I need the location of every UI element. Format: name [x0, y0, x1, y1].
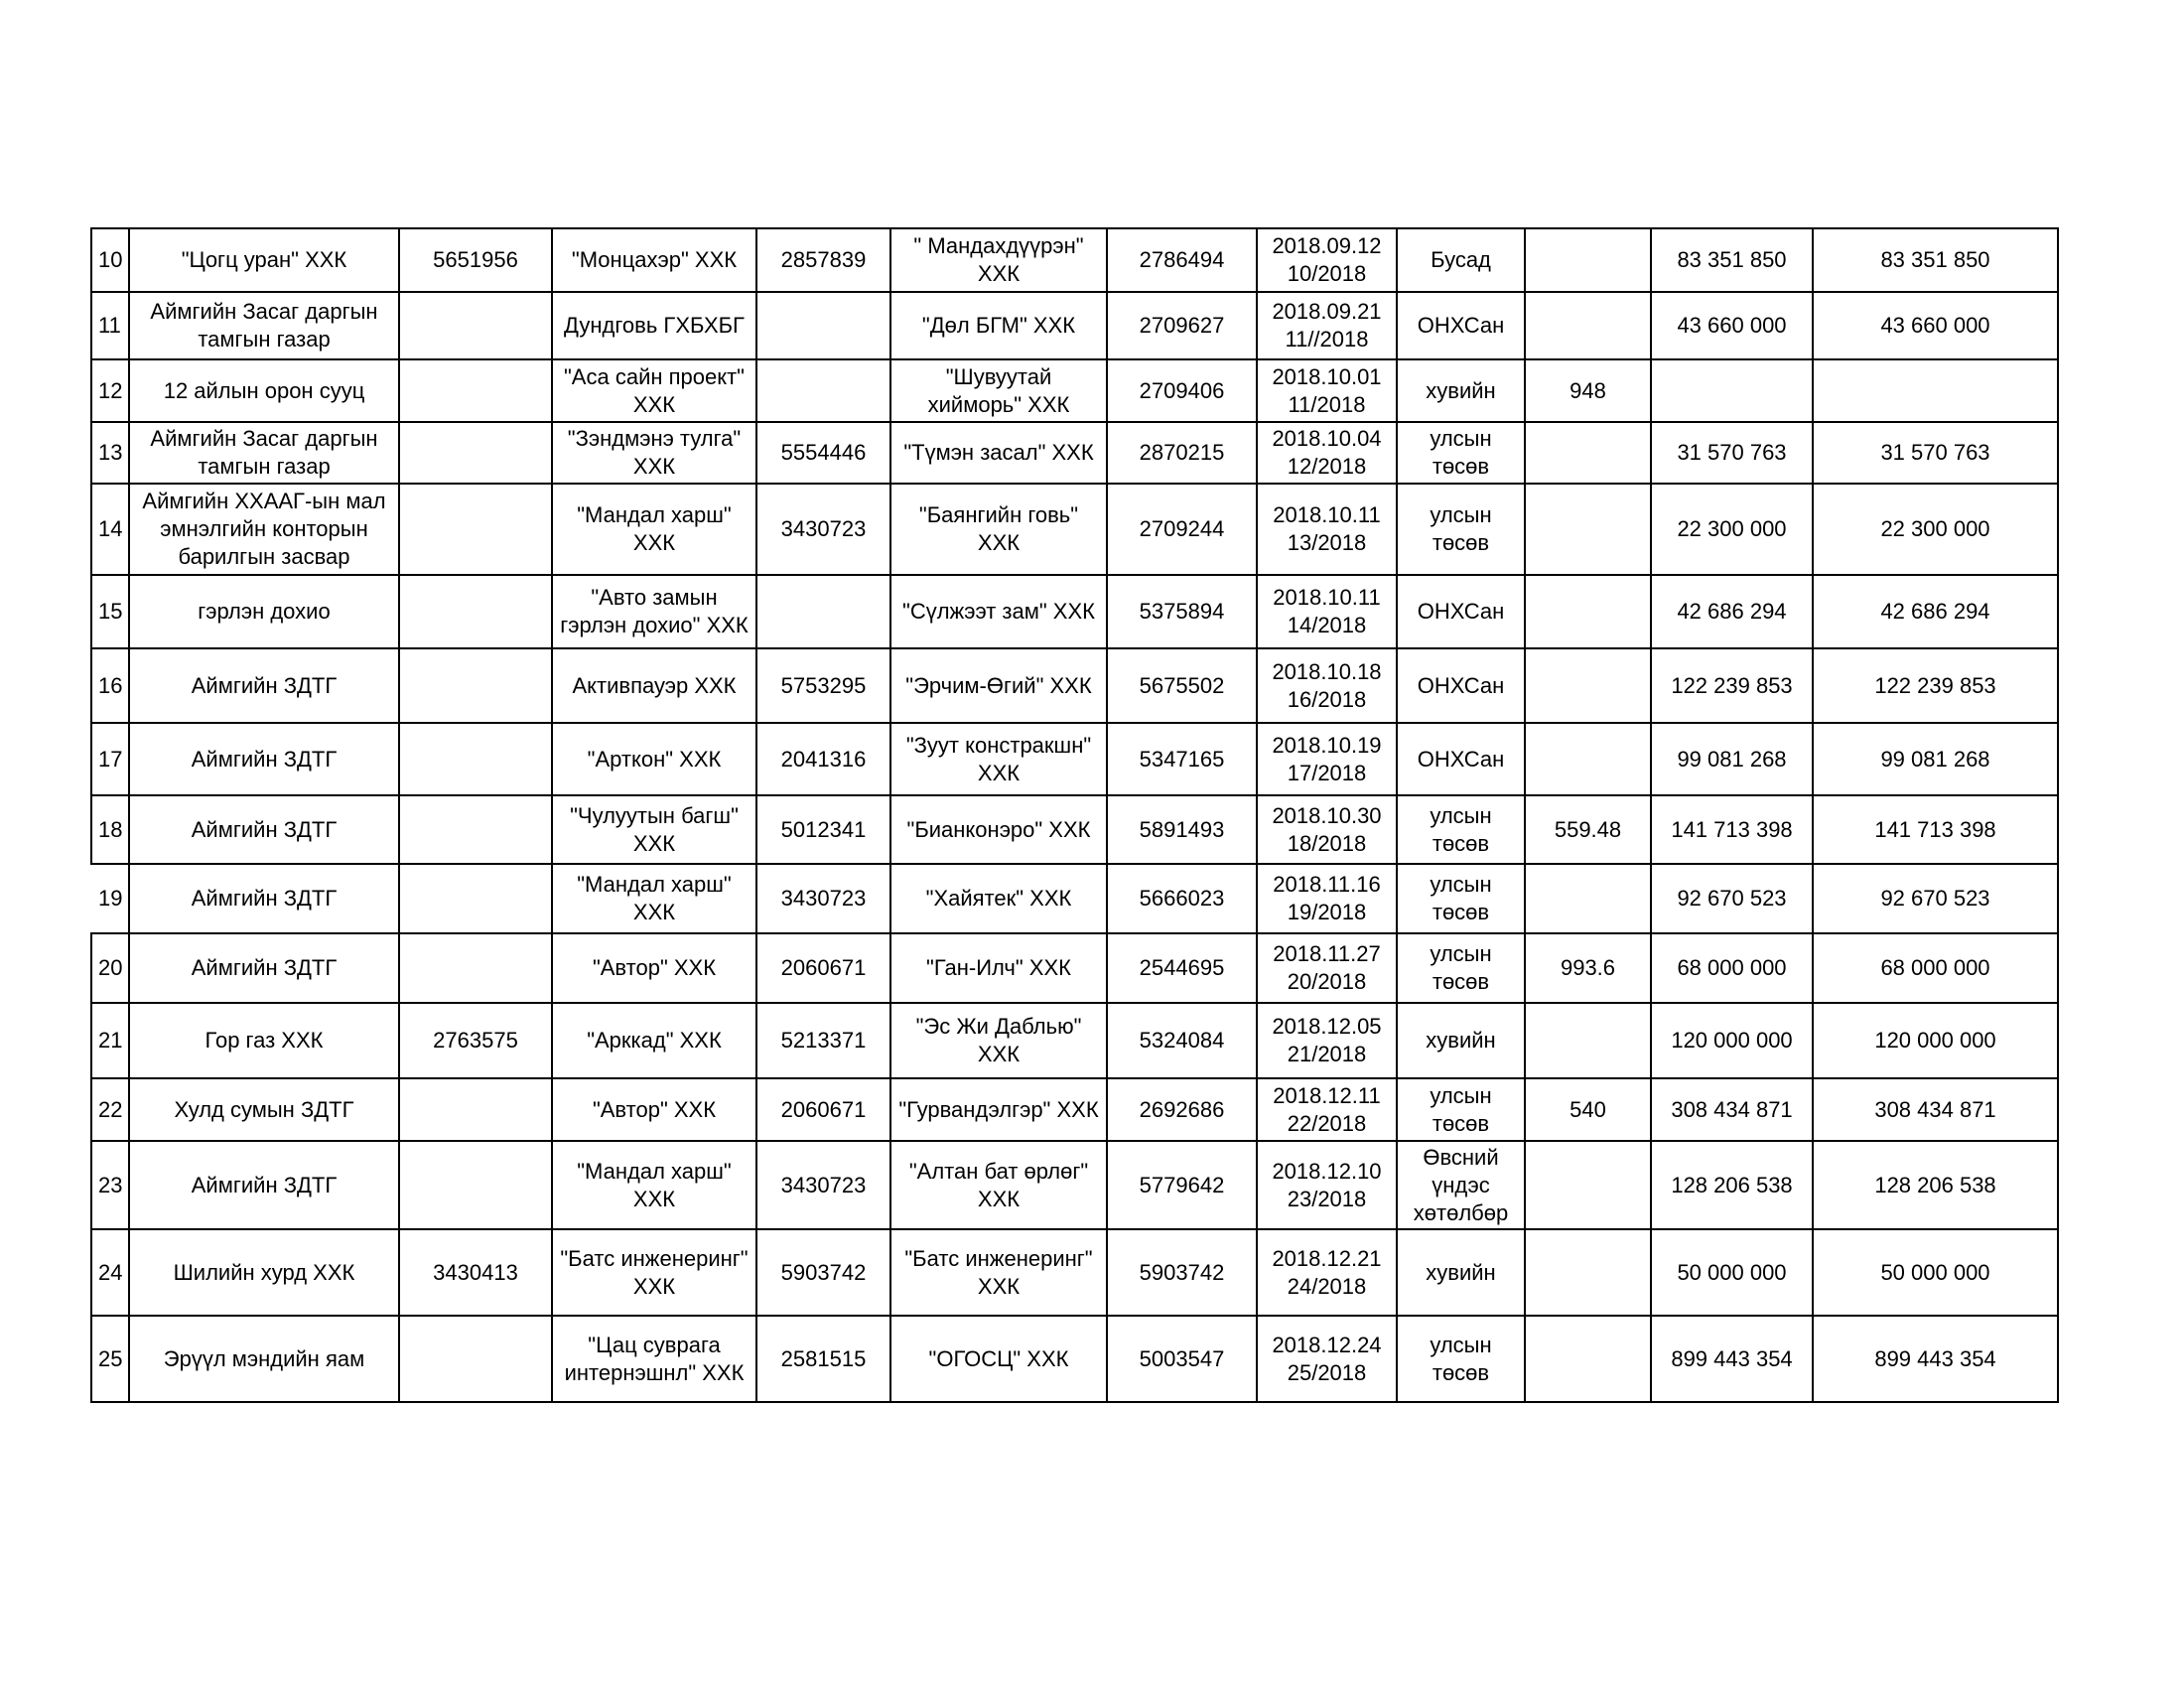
table-row — [91, 723, 2058, 795]
table-row — [91, 1229, 2058, 1316]
contractor-registration: 3430723 — [756, 864, 890, 933]
total-amount: 92 670 523 — [1813, 864, 2058, 933]
customer-name: Хулд сумын ЗДТГ — [129, 1078, 399, 1141]
supervisor-name: "Батс инженеринг" ХХК — [890, 1229, 1107, 1316]
quantity — [1525, 484, 1651, 575]
quantity — [1525, 648, 1651, 723]
total-amount: 68 000 000 — [1813, 933, 2058, 1003]
contract-date: 2018.11.16 19/2018 — [1257, 864, 1397, 933]
funding-source: улсын төсөв — [1397, 864, 1525, 933]
contractor-name: "Чулуутын багш" ХХК — [552, 795, 756, 864]
row-number: 15 — [91, 575, 129, 648]
contractor-name: "Авто замын гэрлэн дохио" ХХК — [552, 575, 756, 648]
amount: 308 434 871 — [1651, 1078, 1813, 1141]
supervisor-registration: 5375894 — [1107, 575, 1257, 648]
contractor-registration: 5903742 — [756, 1229, 890, 1316]
supervisor-name: "Гурвандэлгэр" ХХК — [890, 1078, 1107, 1141]
contractor-name: "Арткон" ХХК — [552, 723, 756, 795]
funding-source: Өвсний үндэс хөтөлбөр — [1397, 1141, 1525, 1229]
supervisor-name: "Зуут констракшн" ХХК — [890, 723, 1107, 795]
row-number: 11 — [91, 292, 129, 359]
quantity — [1525, 1316, 1651, 1402]
supervisor-registration: 5675502 — [1107, 648, 1257, 723]
customer-registration — [399, 1078, 552, 1141]
table-row — [91, 1141, 2058, 1229]
row-number: 20 — [91, 933, 129, 1003]
contractor-name: "Монцахэр" ХХК — [552, 228, 756, 292]
supervisor-registration: 2709627 — [1107, 292, 1257, 359]
quantity — [1525, 1141, 1651, 1229]
contract-date: 2018.11.27 20/2018 — [1257, 933, 1397, 1003]
row-number: 22 — [91, 1078, 129, 1141]
customer-name: Аймгийн ЗДТГ — [129, 1141, 399, 1229]
contractor-registration: 2060671 — [756, 933, 890, 1003]
quantity: 559.48 — [1525, 795, 1651, 864]
contractor-name: "Арккад" ХХК — [552, 1003, 756, 1078]
quantity — [1525, 422, 1651, 484]
contractor-registration: 2857839 — [756, 228, 890, 292]
contractor-registration: 2581515 — [756, 1316, 890, 1402]
supervisor-registration: 5779642 — [1107, 1141, 1257, 1229]
contractor-registration: 5753295 — [756, 648, 890, 723]
contracts-table — [90, 227, 2059, 1403]
supervisor-name: "Түмэн засал" ХХК — [890, 422, 1107, 484]
total-amount: 122 239 853 — [1813, 648, 2058, 723]
customer-registration — [399, 575, 552, 648]
supervisor-name: "Эс Жи Даблью" ХХК — [890, 1003, 1107, 1078]
customer-name: Аймгийн Засаг даргын тамгын газар — [129, 292, 399, 359]
amount: 92 670 523 — [1651, 864, 1813, 933]
customer-registration — [399, 484, 552, 575]
contractor-name: "Зэндмэнэ тулга" ХХК — [552, 422, 756, 484]
table-row — [91, 575, 2058, 648]
row-number: 13 — [91, 422, 129, 484]
table-row — [91, 422, 2058, 484]
funding-source: ОНХСан — [1397, 648, 1525, 723]
customer-name: Эрүүл мэндийн яам — [129, 1316, 399, 1402]
supervisor-name: "Сүлжээт зам" ХХК — [890, 575, 1107, 648]
customer-registration — [399, 359, 552, 422]
row-number: 25 — [91, 1316, 129, 1402]
amount: 50 000 000 — [1651, 1229, 1813, 1316]
supervisor-registration: 2544695 — [1107, 933, 1257, 1003]
funding-source: улсын төсөв — [1397, 933, 1525, 1003]
quantity — [1525, 1229, 1651, 1316]
contractor-registration: 5012341 — [756, 795, 890, 864]
amount: 141 713 398 — [1651, 795, 1813, 864]
contract-date: 2018.10.11 13/2018 — [1257, 484, 1397, 575]
supervisor-name: "Дөл БГМ" ХХК — [890, 292, 1107, 359]
contractor-name: "Аса сайн проект" ХХК — [552, 359, 756, 422]
supervisor-registration: 2692686 — [1107, 1078, 1257, 1141]
supervisor-registration: 2870215 — [1107, 422, 1257, 484]
customer-registration — [399, 422, 552, 484]
contractor-name: "Мандал харш" ХХК — [552, 1141, 756, 1229]
row-number: 17 — [91, 723, 129, 795]
row-number: 18 — [91, 795, 129, 864]
supervisor-name: "Баянгийн говь" ХХК — [890, 484, 1107, 575]
customer-name: "Цогц уран" ХХК — [129, 228, 399, 292]
supervisor-name: "ОГОСЦ" ХХК — [890, 1316, 1107, 1402]
contractor-name: Дундговь ГХБХБГ — [552, 292, 756, 359]
contract-date: 2018.10.18 16/2018 — [1257, 648, 1397, 723]
table-row — [91, 292, 2058, 359]
table-row — [91, 933, 2058, 1003]
table-row — [91, 1316, 2058, 1402]
customer-name: Гор газ ХХК — [129, 1003, 399, 1078]
supervisor-name: "Шувуутай хийморь" ХХК — [890, 359, 1107, 422]
contract-date: 2018.10.19 17/2018 — [1257, 723, 1397, 795]
customer-name: Аймгийн ЗДТГ — [129, 648, 399, 723]
customer-registration: 5651956 — [399, 228, 552, 292]
supervisor-registration: 5347165 — [1107, 723, 1257, 795]
customer-registration: 3430413 — [399, 1229, 552, 1316]
customer-registration — [399, 648, 552, 723]
row-number: 21 — [91, 1003, 129, 1078]
contractor-registration: 5213371 — [756, 1003, 890, 1078]
supervisor-name: "Алтан бат өрлөг" ХХК — [890, 1141, 1107, 1229]
table-row — [91, 484, 2058, 575]
contractor-registration: 3430723 — [756, 484, 890, 575]
contract-date: 2018.10.30 18/2018 — [1257, 795, 1397, 864]
table-row — [91, 359, 2058, 422]
contract-date: 2018.12.11 22/2018 — [1257, 1078, 1397, 1141]
supervisor-name: "Эрчим-Өгий" ХХК — [890, 648, 1107, 723]
funding-source: улсын төсөв — [1397, 422, 1525, 484]
funding-source: хувийн — [1397, 1003, 1525, 1078]
contractor-name: "Мандал харш" ХХК — [552, 864, 756, 933]
amount: 128 206 538 — [1651, 1141, 1813, 1229]
amount — [1651, 359, 1813, 422]
amount: 31 570 763 — [1651, 422, 1813, 484]
contract-date: 2018.10.04 12/2018 — [1257, 422, 1397, 484]
contractor-name: Активпауэр ХХК — [552, 648, 756, 723]
supervisor-name: " Мандахдүүрэн" ХХК — [890, 228, 1107, 292]
quantity: 993.6 — [1525, 933, 1651, 1003]
contractor-name: "Цац суврага интернэшнл" ХХК — [552, 1316, 756, 1402]
customer-name: 12 айлын орон сууц — [129, 359, 399, 422]
total-amount: 83 351 850 — [1813, 228, 2058, 292]
funding-source: улсын төсөв — [1397, 1078, 1525, 1141]
amount: 899 443 354 — [1651, 1316, 1813, 1402]
table-row — [91, 228, 2058, 292]
funding-source: ОНХСан — [1397, 292, 1525, 359]
contract-date: 2018.12.05 21/2018 — [1257, 1003, 1397, 1078]
supervisor-registration: 5903742 — [1107, 1229, 1257, 1316]
quantity: 540 — [1525, 1078, 1651, 1141]
supervisor-name: "Хайятек" ХХК — [890, 864, 1107, 933]
row-number: 14 — [91, 484, 129, 575]
customer-name: гэрлэн дохио — [129, 575, 399, 648]
contractor-name: "Автор" ХХК — [552, 1078, 756, 1141]
amount: 43 660 000 — [1651, 292, 1813, 359]
amount: 122 239 853 — [1651, 648, 1813, 723]
total-amount: 899 443 354 — [1813, 1316, 2058, 1402]
contractor-registration — [756, 359, 890, 422]
customer-name: Аймгийн ЗДТГ — [129, 723, 399, 795]
funding-source: хувийн — [1397, 359, 1525, 422]
contractor-registration: 3430723 — [756, 1141, 890, 1229]
contractor-registration — [756, 292, 890, 359]
supervisor-name: "Ган-Илч" ХХК — [890, 933, 1107, 1003]
customer-name: Аймгийн ЗДТГ — [129, 933, 399, 1003]
funding-source: улсын төсөв — [1397, 795, 1525, 864]
supervisor-registration: 5324084 — [1107, 1003, 1257, 1078]
supervisor-registration: 2786494 — [1107, 228, 1257, 292]
funding-source: хувийн — [1397, 1229, 1525, 1316]
contractor-name: "Батс инженеринг" ХХК — [552, 1229, 756, 1316]
quantity — [1525, 575, 1651, 648]
row-number: 23 — [91, 1141, 129, 1229]
customer-registration — [399, 795, 552, 864]
quantity — [1525, 864, 1651, 933]
customer-name: Аймгийн Засаг даргын тамгын газар — [129, 422, 399, 484]
customer-registration — [399, 933, 552, 1003]
contract-date: 2018.12.24 25/2018 — [1257, 1316, 1397, 1402]
customer-registration — [399, 1316, 552, 1402]
customer-registration — [399, 1141, 552, 1229]
funding-source: ОНХСан — [1397, 723, 1525, 795]
contractor-name: "Мандал харш" ХХК — [552, 484, 756, 575]
customer-name: Аймгийн ЗДТГ — [129, 864, 399, 933]
total-amount: 120 000 000 — [1813, 1003, 2058, 1078]
customer-name: Шилийн хурд ХХК — [129, 1229, 399, 1316]
contractor-registration: 5554446 — [756, 422, 890, 484]
total-amount: 43 660 000 — [1813, 292, 2058, 359]
contractor-registration: 2041316 — [756, 723, 890, 795]
supervisor-registration: 2709244 — [1107, 484, 1257, 575]
table-row — [91, 795, 2058, 864]
contract-date: 2018.12.21 24/2018 — [1257, 1229, 1397, 1316]
contractor-name: "Автор" ХХК — [552, 933, 756, 1003]
total-amount: 308 434 871 — [1813, 1078, 2058, 1141]
total-amount: 50 000 000 — [1813, 1229, 2058, 1316]
table-row — [91, 648, 2058, 723]
row-number: 19 — [91, 864, 129, 933]
total-amount — [1813, 359, 2058, 422]
contractor-registration — [756, 575, 890, 648]
customer-registration — [399, 292, 552, 359]
total-amount: 99 081 268 — [1813, 723, 2058, 795]
row-number: 16 — [91, 648, 129, 723]
supervisor-name: "Бианконэро" ХХК — [890, 795, 1107, 864]
row-number: 10 — [91, 228, 129, 292]
amount: 42 686 294 — [1651, 575, 1813, 648]
contract-date: 2018.09.21 11//2018 — [1257, 292, 1397, 359]
contract-date: 2018.09.12 10/2018 — [1257, 228, 1397, 292]
table-row — [91, 1003, 2058, 1078]
total-amount: 141 713 398 — [1813, 795, 2058, 864]
row-number: 12 — [91, 359, 129, 422]
total-amount: 128 206 538 — [1813, 1141, 2058, 1229]
supervisor-registration: 2709406 — [1107, 359, 1257, 422]
contract-date: 2018.12.10 23/2018 — [1257, 1141, 1397, 1229]
contract-date: 2018.10.11 14/2018 — [1257, 575, 1397, 648]
customer-registration — [399, 723, 552, 795]
customer-registration: 2763575 — [399, 1003, 552, 1078]
quantity: 948 — [1525, 359, 1651, 422]
quantity — [1525, 723, 1651, 795]
quantity — [1525, 1003, 1651, 1078]
funding-source: Бусад — [1397, 228, 1525, 292]
funding-source: улсын төсөв — [1397, 484, 1525, 575]
amount: 83 351 850 — [1651, 228, 1813, 292]
contractor-registration: 2060671 — [756, 1078, 890, 1141]
quantity — [1525, 292, 1651, 359]
total-amount: 31 570 763 — [1813, 422, 2058, 484]
supervisor-registration: 5891493 — [1107, 795, 1257, 864]
row-number: 24 — [91, 1229, 129, 1316]
supervisor-registration: 5003547 — [1107, 1316, 1257, 1402]
table-row — [91, 1078, 2058, 1141]
table-row — [91, 864, 2058, 933]
total-amount: 42 686 294 — [1813, 575, 2058, 648]
amount: 68 000 000 — [1651, 933, 1813, 1003]
customer-name: Аймгийн ХХААГ-ын мал эмнэлгийн конторын барилгын засвар — [129, 484, 399, 575]
funding-source: ОНХСан — [1397, 575, 1525, 648]
funding-source: улсын төсөв — [1397, 1316, 1525, 1402]
customer-name: Аймгийн ЗДТГ — [129, 795, 399, 864]
customer-registration — [399, 864, 552, 933]
quantity — [1525, 228, 1651, 292]
amount: 22 300 000 — [1651, 484, 1813, 575]
contract-date: 2018.10.01 11/2018 — [1257, 359, 1397, 422]
supervisor-registration: 5666023 — [1107, 864, 1257, 933]
amount: 120 000 000 — [1651, 1003, 1813, 1078]
total-amount: 22 300 000 — [1813, 484, 2058, 575]
amount: 99 081 268 — [1651, 723, 1813, 795]
